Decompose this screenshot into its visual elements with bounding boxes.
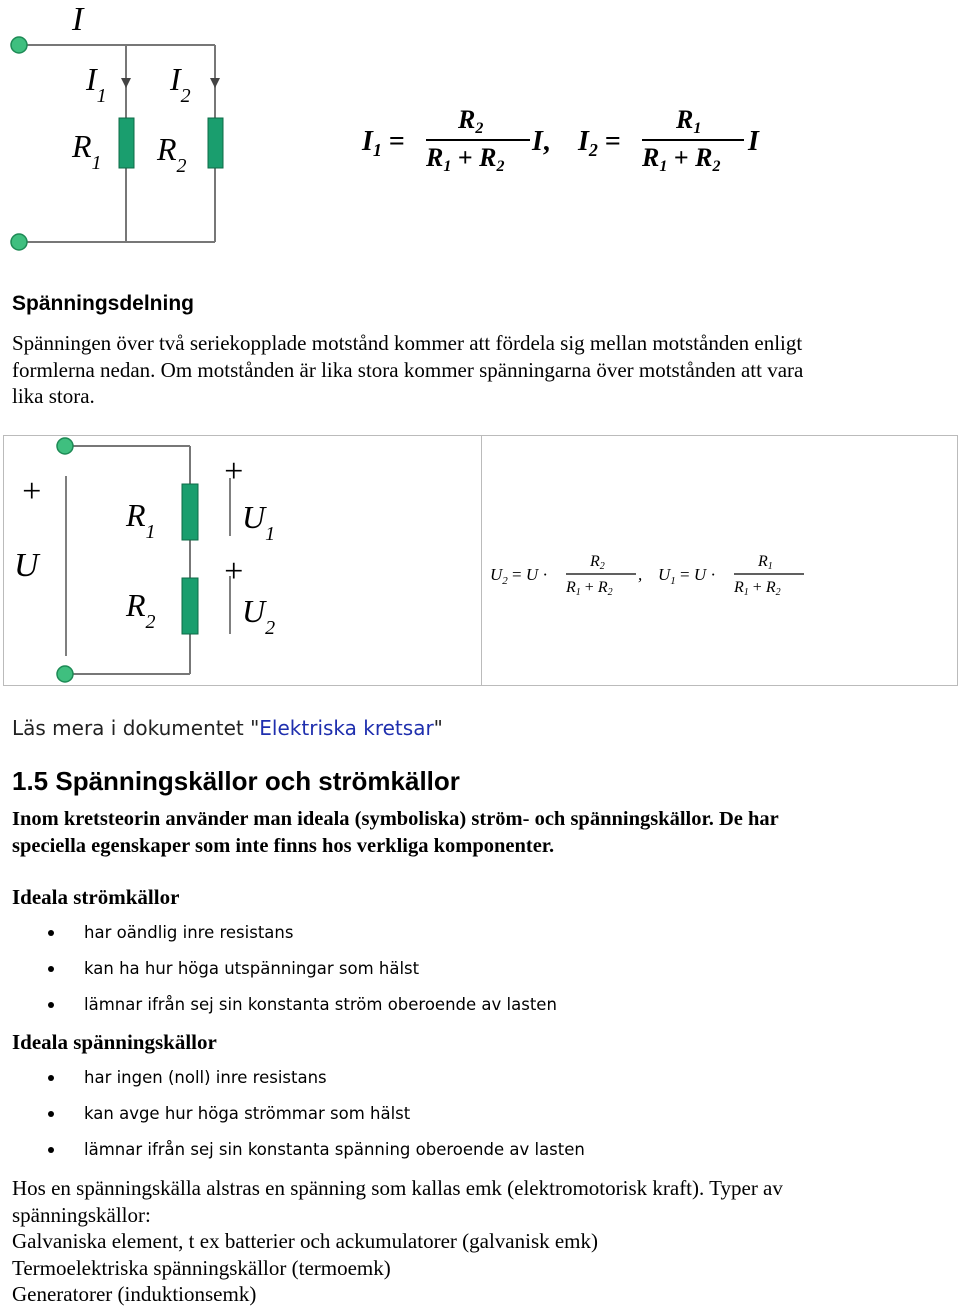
current-divider-circuit: [0, 0, 260, 260]
svg-text:I2 =: $I_2$ =: [578, 126, 621, 160]
voltage-divider-formula: [488, 548, 818, 604]
label-u1: $U_1$: [242, 499, 276, 545]
label-i2: $I_2$: [170, 61, 191, 107]
svg-text:R1 + R2: R1 + R2: [426, 143, 505, 175]
label-r2: $R_2$: [126, 587, 156, 633]
label-i1: $I_1$: [86, 61, 107, 107]
label-r1: $R_1$: [72, 128, 102, 174]
current-divider-formula: [360, 100, 780, 180]
section-intro: [12, 806, 779, 860]
voltage-division-heading: Spänningsdelning: [12, 292, 194, 315]
elektriska-kretsar-link[interactable]: Elektriska kretsar: [259, 716, 434, 740]
terminal-bottom: [57, 666, 73, 682]
list-item: har oändlig inre resistans: [84, 923, 293, 942]
current-arrow-1: [121, 78, 131, 88]
source-type: Galvaniska element, t ex batterier och ackumulatorer (galvanisk emk): [12, 1229, 599, 1253]
list-item: kan ha hur höga utspänningar som hälst: [84, 959, 419, 978]
voltage-division-paragraph: [12, 330, 803, 410]
svg-text:R1 + R2: R1 + R2: [734, 579, 781, 598]
frame-divider: [481, 435, 482, 686]
label-plus2: +: [222, 553, 245, 590]
svg-text:R2: R2: [590, 553, 605, 572]
current-arrow-2: [210, 78, 220, 88]
read-more-suffix: ": [433, 716, 443, 740]
list-item: lämnar ifrån sej sin konstanta ström oberoende av lasten: [84, 995, 557, 1014]
emf-line: spänningskällor:: [12, 1202, 151, 1227]
svg-text:R2: R2: [458, 105, 484, 137]
list-item: har ingen (noll) inre resistans: [84, 1068, 327, 1087]
source-type: Termoelektriska spänningskällor (termoemk): [12, 1255, 391, 1280]
paragraph-line: lika stora.: [12, 384, 95, 408]
resistor-r1: [119, 118, 134, 168]
svg-text:R1: R1: [676, 105, 702, 137]
list-item: kan avge hur höga strömmar som hälst: [84, 1104, 410, 1123]
current-sources-title: Ideala strömkällor: [12, 885, 180, 909]
voltage-sources-title: Ideala spänningskällor: [12, 1030, 217, 1054]
label-r1: $R_1$: [126, 497, 156, 543]
svg-text:R1 + R2: R1 + R2: [642, 143, 721, 175]
read-more: [12, 716, 443, 740]
bullet: [48, 966, 54, 972]
emf-line: Hos en spänningskälla alstras en spänning som kallas emk (elektromotorisk kraft). Typer av: [12, 1176, 783, 1200]
voltage-divider-circuit: [4, 436, 304, 686]
current-sources-list: [84, 923, 784, 1023]
paragraph-line: formlerna nedan. Om motstånden är lika stora kommer spänningarna över motstånden att vara: [12, 357, 804, 382]
svg-text:I,: I,: [532, 126, 550, 157]
read-more-prefix: Läs mera i dokumentet ": [12, 716, 260, 740]
svg-text:U1 = U ·: $U_1 = U$ ·: [658, 565, 717, 587]
label-plus1: +: [222, 453, 245, 490]
label-i: I: [72, 1, 84, 38]
svg-text:R1: R1: [758, 553, 773, 572]
label-u2: $U_2$: [242, 593, 276, 639]
terminal-bottom: [11, 234, 27, 250]
terminal-top: [57, 438, 73, 454]
svg-text:I: I: [748, 126, 759, 157]
svg-text:,: ,: [638, 565, 643, 584]
bullet: [48, 1002, 54, 1008]
bullet: [48, 1111, 54, 1117]
terminal-top: [11, 37, 27, 53]
label-plus-main: +: [20, 473, 43, 510]
voltage-sources-list: [84, 1068, 784, 1168]
svg-text:I1 =: $I_1$ =: [362, 126, 405, 160]
label-r2: $R_2$: [157, 131, 187, 177]
bullet: [48, 1147, 54, 1153]
intro-line: Inom kretsteorin använder man ideala (symboliska) ström- och spänningskällor. De har: [12, 808, 779, 830]
bullet: [48, 1075, 54, 1081]
paragraph-line: Spänningen över två seriekopplade motstånd kommer att fördela sig mellan motstånden enligt: [12, 331, 803, 355]
svg-text:R1 + R2: R1 + R2: [566, 579, 613, 598]
svg-text:U2 = U ·: $U_2 = U$ ·: [490, 565, 549, 587]
resistor-r2: [182, 578, 198, 634]
section-heading: 1.5 Spänningskällor och strömkällor: [12, 766, 460, 796]
resistor-r1: [182, 484, 198, 540]
source-type: Generatorer (induktionsemk): [12, 1282, 257, 1306]
emf-paragraph: [12, 1175, 783, 1308]
list-item: lämnar ifrån sej sin konstanta spänning oberoende av lasten: [84, 1140, 585, 1159]
bullet: [48, 930, 54, 936]
intro-line: speciella egenskaper som inte finns hos verkliga komponenter.: [12, 835, 555, 857]
label-u: U: [14, 547, 39, 584]
resistor-r2: [208, 118, 223, 168]
